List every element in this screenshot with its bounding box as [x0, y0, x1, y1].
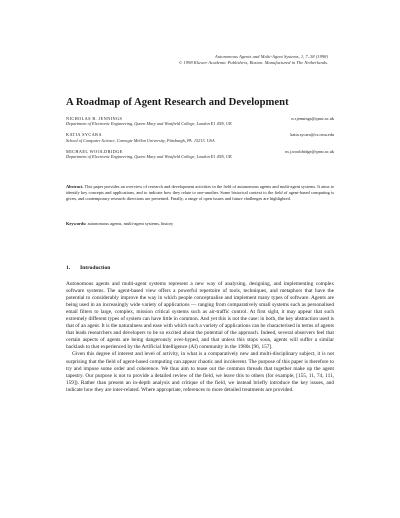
author-email: katia.sycara@cs.cmu.edu — [290, 132, 334, 138]
author-list — [66, 116, 334, 165]
journal-header — [98, 54, 328, 65]
abstract — [66, 184, 334, 202]
keywords-text: autonomous agents, multi-agent systems, history — [87, 221, 174, 226]
author-block — [66, 149, 334, 159]
abstract-label: Abstract. — [66, 184, 84, 189]
body-paragraph: Autonomous agents and multi-agent systems represent a new way of analysing, designing, and implementing complex software systems. The agent-based view offers a powerful repertoire of tools, techniques, and metaphors that have the potential to considerably improve the way in which people conceptualise and implement many types of software. Agents are being used in an increasingly wide variety of applications — ranging from comparatively small systems such as personalised email filters to large, complex, mission critical systems such as air-traffic control. At first sight, it may appear that such extremely different types of system can have little in common. And yet this is not the case: in both, the key abstraction used is that of an agent. It is the naturalness and ease with which such a variety of applications can be characterised in terms of agents that leads researchers and developers to be so excited about the potential of the approach. Indeed, several observers feel that certain aspects of agents are being dangerously over-hyped, and that unless this stops soon, agents will suffer a similar backlash to that experienced by the Artificial Intelligence (AI) community in the 1980s [96, 157]. — [66, 281, 334, 351]
author-name: KATIA SYCARA — [66, 132, 102, 138]
body-text — [66, 281, 334, 394]
keywords-label: Keywords: — [66, 221, 87, 226]
keywords — [66, 221, 334, 227]
author-name: MICHAEL WOOLDRIDGE — [66, 148, 123, 154]
author-email: m.j.wooldridge@qmw.ac.uk — [285, 148, 334, 154]
journal-line: Autonomous Agents and Multi-Agent Systems, 1, 7–38 (1998) — [214, 54, 328, 59]
author-affiliation: Department of Electronic Engineering, Queen Mary and Westfield College, London E1 4NS, UK — [66, 121, 232, 127]
paper-title: A Roadmap of Agent Research and Development — [66, 97, 289, 108]
author-block — [66, 132, 334, 142]
author-affiliation: Department of Electronic Engineering, Queen Mary and Westfield College, London E1 4NS, UK — [66, 154, 232, 160]
author-email: n.r.jennings@qmw.ac.uk — [291, 116, 334, 121]
section-number: 1. — [66, 265, 71, 271]
author-block — [66, 116, 334, 126]
body-paragraph: Given this degree of interest and level of activity, in what is a comparatively new and multi-disciplinary subject, it is not surprising that the field of agent-based computing can appear chaotic and incoherent. The purpose of this paper is therefore to try and impose some order and coherence. We thus aim to tease out the common threads that together make up the agent tapestry. Our purpose is not to provide a detailed review of the field, we leave this to others (for example, [155, 11, 74, 111, 159]). Rather than present an in-depth analysis and critique of the field, we instead briefly introduce the key issues, and indicate how they are inter-related. Where appropriate, references to more detailed treatments are provided. — [66, 351, 334, 393]
author-name: NICHOLAS R. JENNINGS — [66, 116, 123, 121]
author-affiliation: School of Computer Science, Carnegie Mellon University, Pittsburgh, PA. 15213. USA — [66, 137, 215, 143]
section-title: Introduction — [80, 265, 111, 271]
abstract-text: This paper provides an overview of research and development activities in the field of autonomous agents and multi-agent systems. It aims to identify key concepts and applications, and to indicate how they relate to one-another. Some historical context to the field of agent-based computing is given, and contemporary research directions are presented. Finally, a range of open issues and future challenges are highlighted. — [66, 184, 334, 201]
section-heading — [66, 265, 110, 271]
publisher-line: © 1998 Kluwer Academic Publishers, Boston. Manufactured in The Netherlands. — [178, 59, 328, 65]
